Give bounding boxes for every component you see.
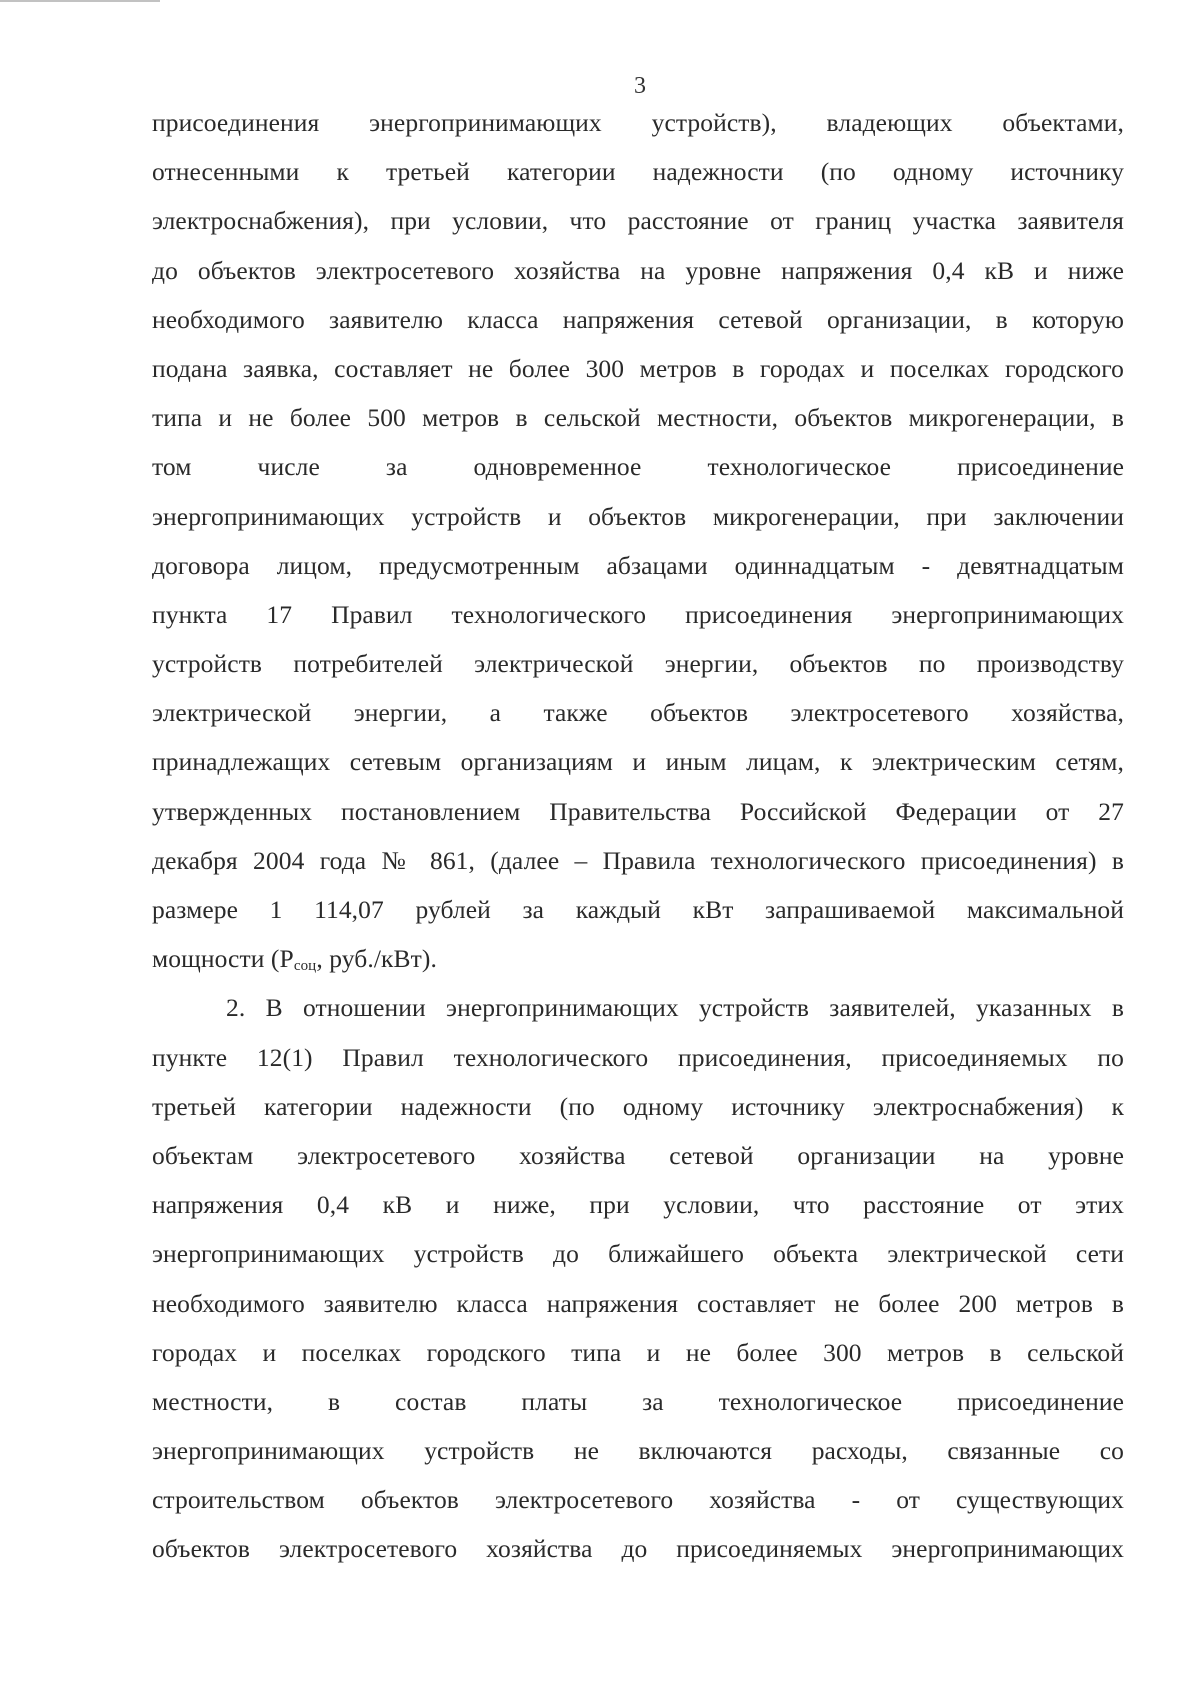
page-number: 3	[634, 73, 646, 99]
text-line: пункте 12(1) Правил технологического присоединения, присоединяемых по	[152, 1042, 1124, 1072]
paragraph-1	[152, 98, 1124, 983]
text-line: принадлежащих сетевым организациям и иным лицам, к электрическим сетям,	[152, 747, 1124, 777]
text-fragment: , руб./кВт).	[316, 944, 437, 974]
text-line-indented: 2. В отношении энергопринимающих устройств заявителей, указанных в	[226, 993, 1124, 1023]
text-line: необходимого заявителю класса напряжения сетевой организации, в которую	[152, 304, 1124, 334]
text-line: подана заявка, составляет не более 300 метров в городах и поселках городского	[152, 353, 1124, 383]
subscript-text: соц	[293, 958, 317, 975]
text-line: пункта 17 Правил технологического присоединения энергопринимающих	[152, 599, 1124, 629]
text-fragment: мощности (P	[152, 944, 294, 974]
text-line: размере 1 114,07 рублей за каждый кВт запрашиваемой максимальной	[152, 895, 1124, 924]
text-line: типа и не более 500 метров в сельской местности, объектов микрогенерации, в	[152, 403, 1124, 433]
text-line: электрической энергии, а также объектов электросетевого хозяйства,	[152, 698, 1124, 728]
text-line: энергопринимающих устройств не включаются расходы, связанные со	[152, 1436, 1124, 1466]
text-line: объектам электросетевого хозяйства сетевой организации на уровне	[152, 1140, 1124, 1170]
text-line: отнесенными к третьей категории надежности (по одному источнику	[152, 157, 1124, 187]
text-line: энергопринимающих устройств и объектов микрогенерации, при заключении	[152, 501, 1124, 531]
paragraph-2	[152, 983, 1124, 1573]
text-line: утвержденных постановлением Правительства Российской Федерации от 27	[152, 796, 1124, 826]
text-line: устройств потребителей электрической энергии, объектов по производству	[152, 649, 1124, 679]
text-line: городах и поселках городского типа и не более 300 метров в сельской	[152, 1337, 1124, 1367]
text-line: договора лицом, предусмотренным абзацами одиннадцатым - девятнадцатым	[152, 550, 1124, 580]
text-line: том числе за одновременное технологическое присоединение	[152, 452, 1124, 482]
document-body	[152, 98, 1124, 1574]
text-line: объектов электросетевого хозяйства до присоединяемых энергопринимающих	[152, 1534, 1124, 1564]
text-line: энергопринимающих устройств до ближайшего объекта электрической сети	[152, 1239, 1124, 1269]
text-line: третьей категории надежности (по одному источнику электроснабжения) к	[152, 1091, 1124, 1121]
text-line: электроснабжения), при условии, что расстояние от границ участка заявителя	[152, 206, 1124, 236]
text-line: необходимого заявителю класса напряжения составляет не более 200 метров в	[152, 1288, 1124, 1318]
text-line: строительством объектов электросетевого хозяйства - от существующих	[152, 1485, 1124, 1515]
scan-edge-mark	[0, 0, 160, 6]
text-line: присоединения энергопринимающих устройств), владеющих объектами,	[152, 108, 1124, 137]
text-line: декабря 2004 года № 861, (далее – Правила технологического присоединения) в	[152, 845, 1124, 875]
text-line: местности, в состав платы за технологическое присоединение	[152, 1386, 1124, 1416]
text-line: до объектов электросетевого хозяйства на уровне напряжения 0,4 кВ и ниже	[152, 255, 1124, 285]
text-line-last	[152, 934, 1124, 983]
text-line: напряжения 0,4 кВ и ниже, при условии, что расстояние от этих	[152, 1190, 1124, 1220]
